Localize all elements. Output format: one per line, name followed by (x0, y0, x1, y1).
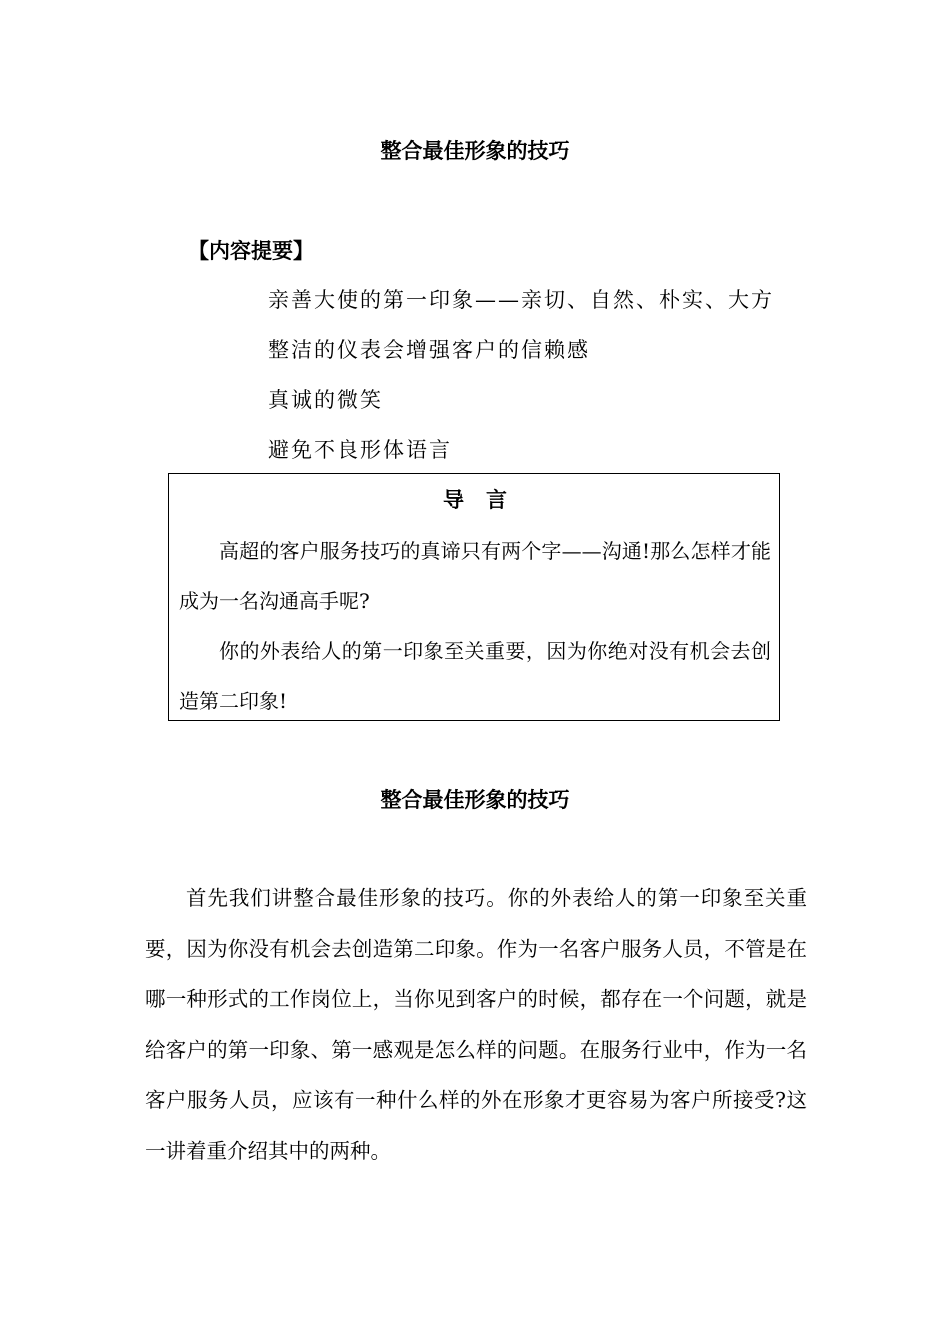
intro-box (168, 473, 780, 721)
summary-item: 避免不良形体语言 (268, 438, 452, 462)
body-paragraph: 首先我们讲整合最佳形象的技巧。你的外表给人的第一印象至关重要，因为你没有机会去创造第二印象。作为一名客户服务人员，不管是在哪一种形式的工作岗位上，当你见到客户的时候，都存在一个问题，就是给客户的第一印象、第一感观是怎么样的问题。在服务行业中，作为一名客户服务人员，应该有一种什么样的外在形象才更容易为客户所接受?这一讲着重介绍其中的两种。 (145, 886, 807, 1163)
summary-item: 真诚的微笑 (268, 388, 383, 412)
summary-item: 整洁的仪表会增强客户的信赖感 (268, 338, 590, 362)
intro-paragraph: 高超的客户服务技巧的真谛只有两个字——沟通!那么怎样才能成为一名沟通高手呢? (179, 539, 771, 613)
summary-heading: 【内容提要】 (188, 239, 314, 263)
summary-list (268, 284, 774, 484)
intro-heading: 导言 (443, 488, 529, 512)
intro-paragraph: 你的外表给人的第一印象至关重要，因为你绝对没有机会去创造第二印象! (179, 639, 771, 713)
summary-item: 亲善大使的第一印象——亲切、自然、朴实、大方 (268, 288, 774, 312)
document-title: 整合最佳形象的技巧 (380, 139, 570, 163)
section-title: 整合最佳形象的技巧 (380, 788, 570, 812)
